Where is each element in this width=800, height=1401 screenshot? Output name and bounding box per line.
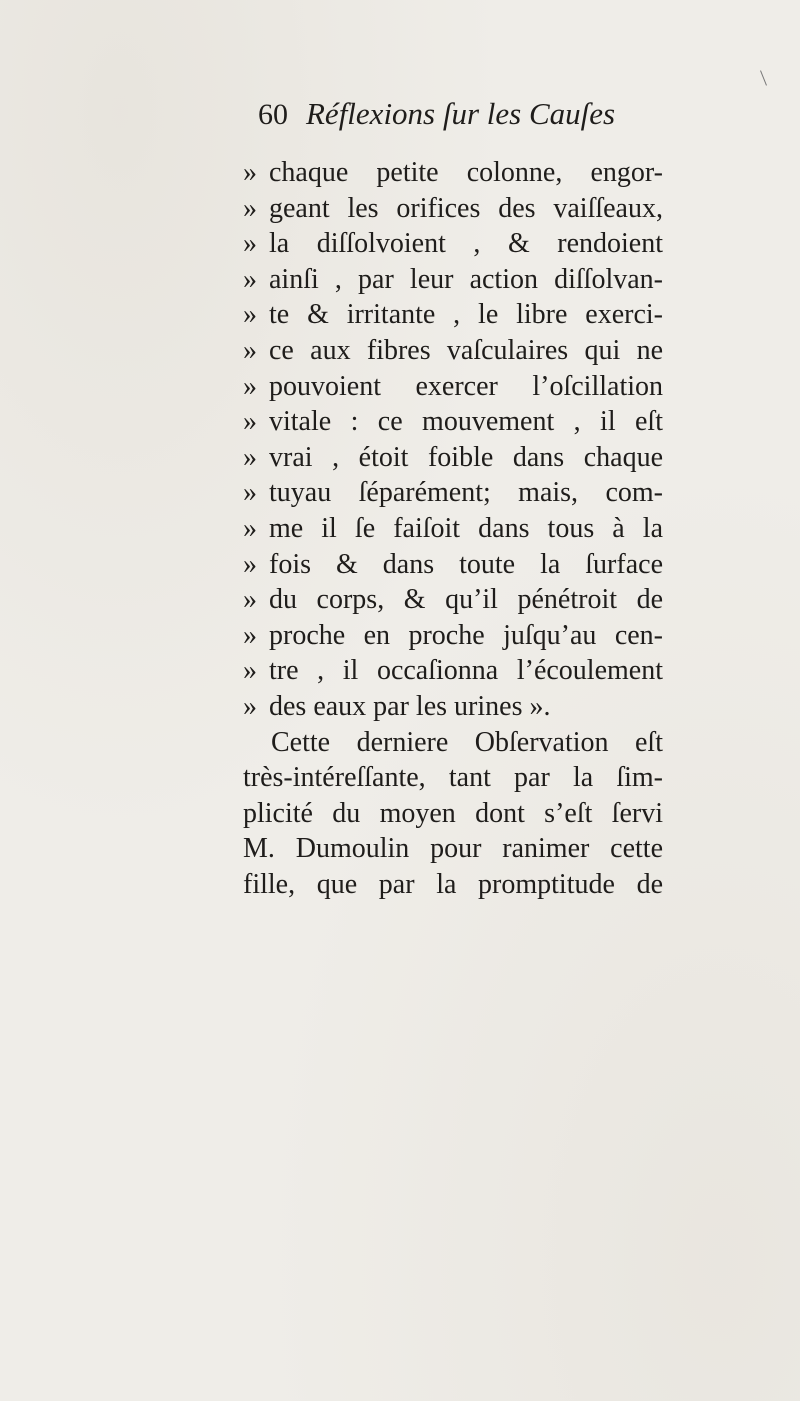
text-line [243,191,663,227]
line-text: du corps, & qu’il pénétroit de [269,584,663,616]
line-text: plicité du moyen dont s’eſt ſervi [243,797,663,829]
quote-mark: » [243,370,257,402]
text-line [243,369,663,405]
line-text: fille, que par la promptitude de [243,868,663,900]
line-text: ce aux fibres vaſculaires qui ne [269,334,663,366]
page-header [258,96,615,144]
line-text: vrai , étoit foible dans chaque [269,441,663,473]
quote-mark: » [243,619,257,651]
quote-mark: » [243,299,257,331]
text-line [243,618,663,654]
text-line [243,440,663,476]
text-line [243,297,663,333]
text-line [243,760,663,796]
line-text: chaque petite colonne, engor- [269,157,663,188]
running-title: Réflexions ſur les Cauſes [306,96,616,131]
line-text: proche en proche juſqu’au cen- [269,619,663,651]
line-text: tre , il occaſionna l’écoulement [269,655,663,687]
text-line [243,867,663,903]
quote-mark: » [243,655,257,687]
text-line [243,262,663,298]
text-line [243,796,663,832]
quote-mark: » [243,477,257,509]
line-text: fois & dans toute la ſurface [269,548,663,580]
line-text: Cette derniere Obſervation eſt [271,726,663,758]
quote-mark: » [243,690,257,722]
quote-mark: » [243,228,257,260]
quote-mark: » [243,441,257,473]
line-text: pouvoient exercer l’oſcillation [269,370,663,402]
text-line [243,582,663,618]
text-line [243,511,663,547]
quote-mark: » [243,192,257,224]
text-line [243,475,663,511]
line-text: geant les orifices des vaiſſeaux, [269,192,663,224]
text-line [243,547,663,583]
line-text: tuyau ſéparément; mais, com- [269,477,663,509]
quote-mark: » [243,334,257,366]
quote-mark: » [243,512,257,544]
quote-mark: » [243,584,257,616]
quote-mark: » [243,548,257,580]
line-text: M. Dumoulin pour ranimer cette [243,833,663,865]
text-line [243,404,663,440]
quote-mark: » [243,406,257,438]
text-line [243,725,663,761]
line-text: me il ſe faiſoit dans tous à la [269,512,663,544]
text-line [243,333,663,369]
quote-mark: » [243,157,257,188]
quote-mark: » [243,263,257,295]
body-text [243,155,663,902]
line-text: ainſi , par leur action diſſolvan- [269,263,663,295]
line-text: la diſſolvoient , & rendoient [269,228,663,260]
line-text: des eaux par les urines ». [269,690,551,722]
line-text: te & irritante , le libre exerci- [269,299,663,331]
page-number: 60 [258,98,288,131]
line-text: très-intéreſſante, tant par la ſim- [243,762,663,794]
text-line [243,689,663,725]
stray-ink-mark [760,70,767,85]
text-line [243,155,663,191]
text-line [243,226,663,262]
text-line [243,831,663,867]
line-text: vitale : ce mouvement , il eſt [269,406,663,438]
text-line [243,653,663,689]
